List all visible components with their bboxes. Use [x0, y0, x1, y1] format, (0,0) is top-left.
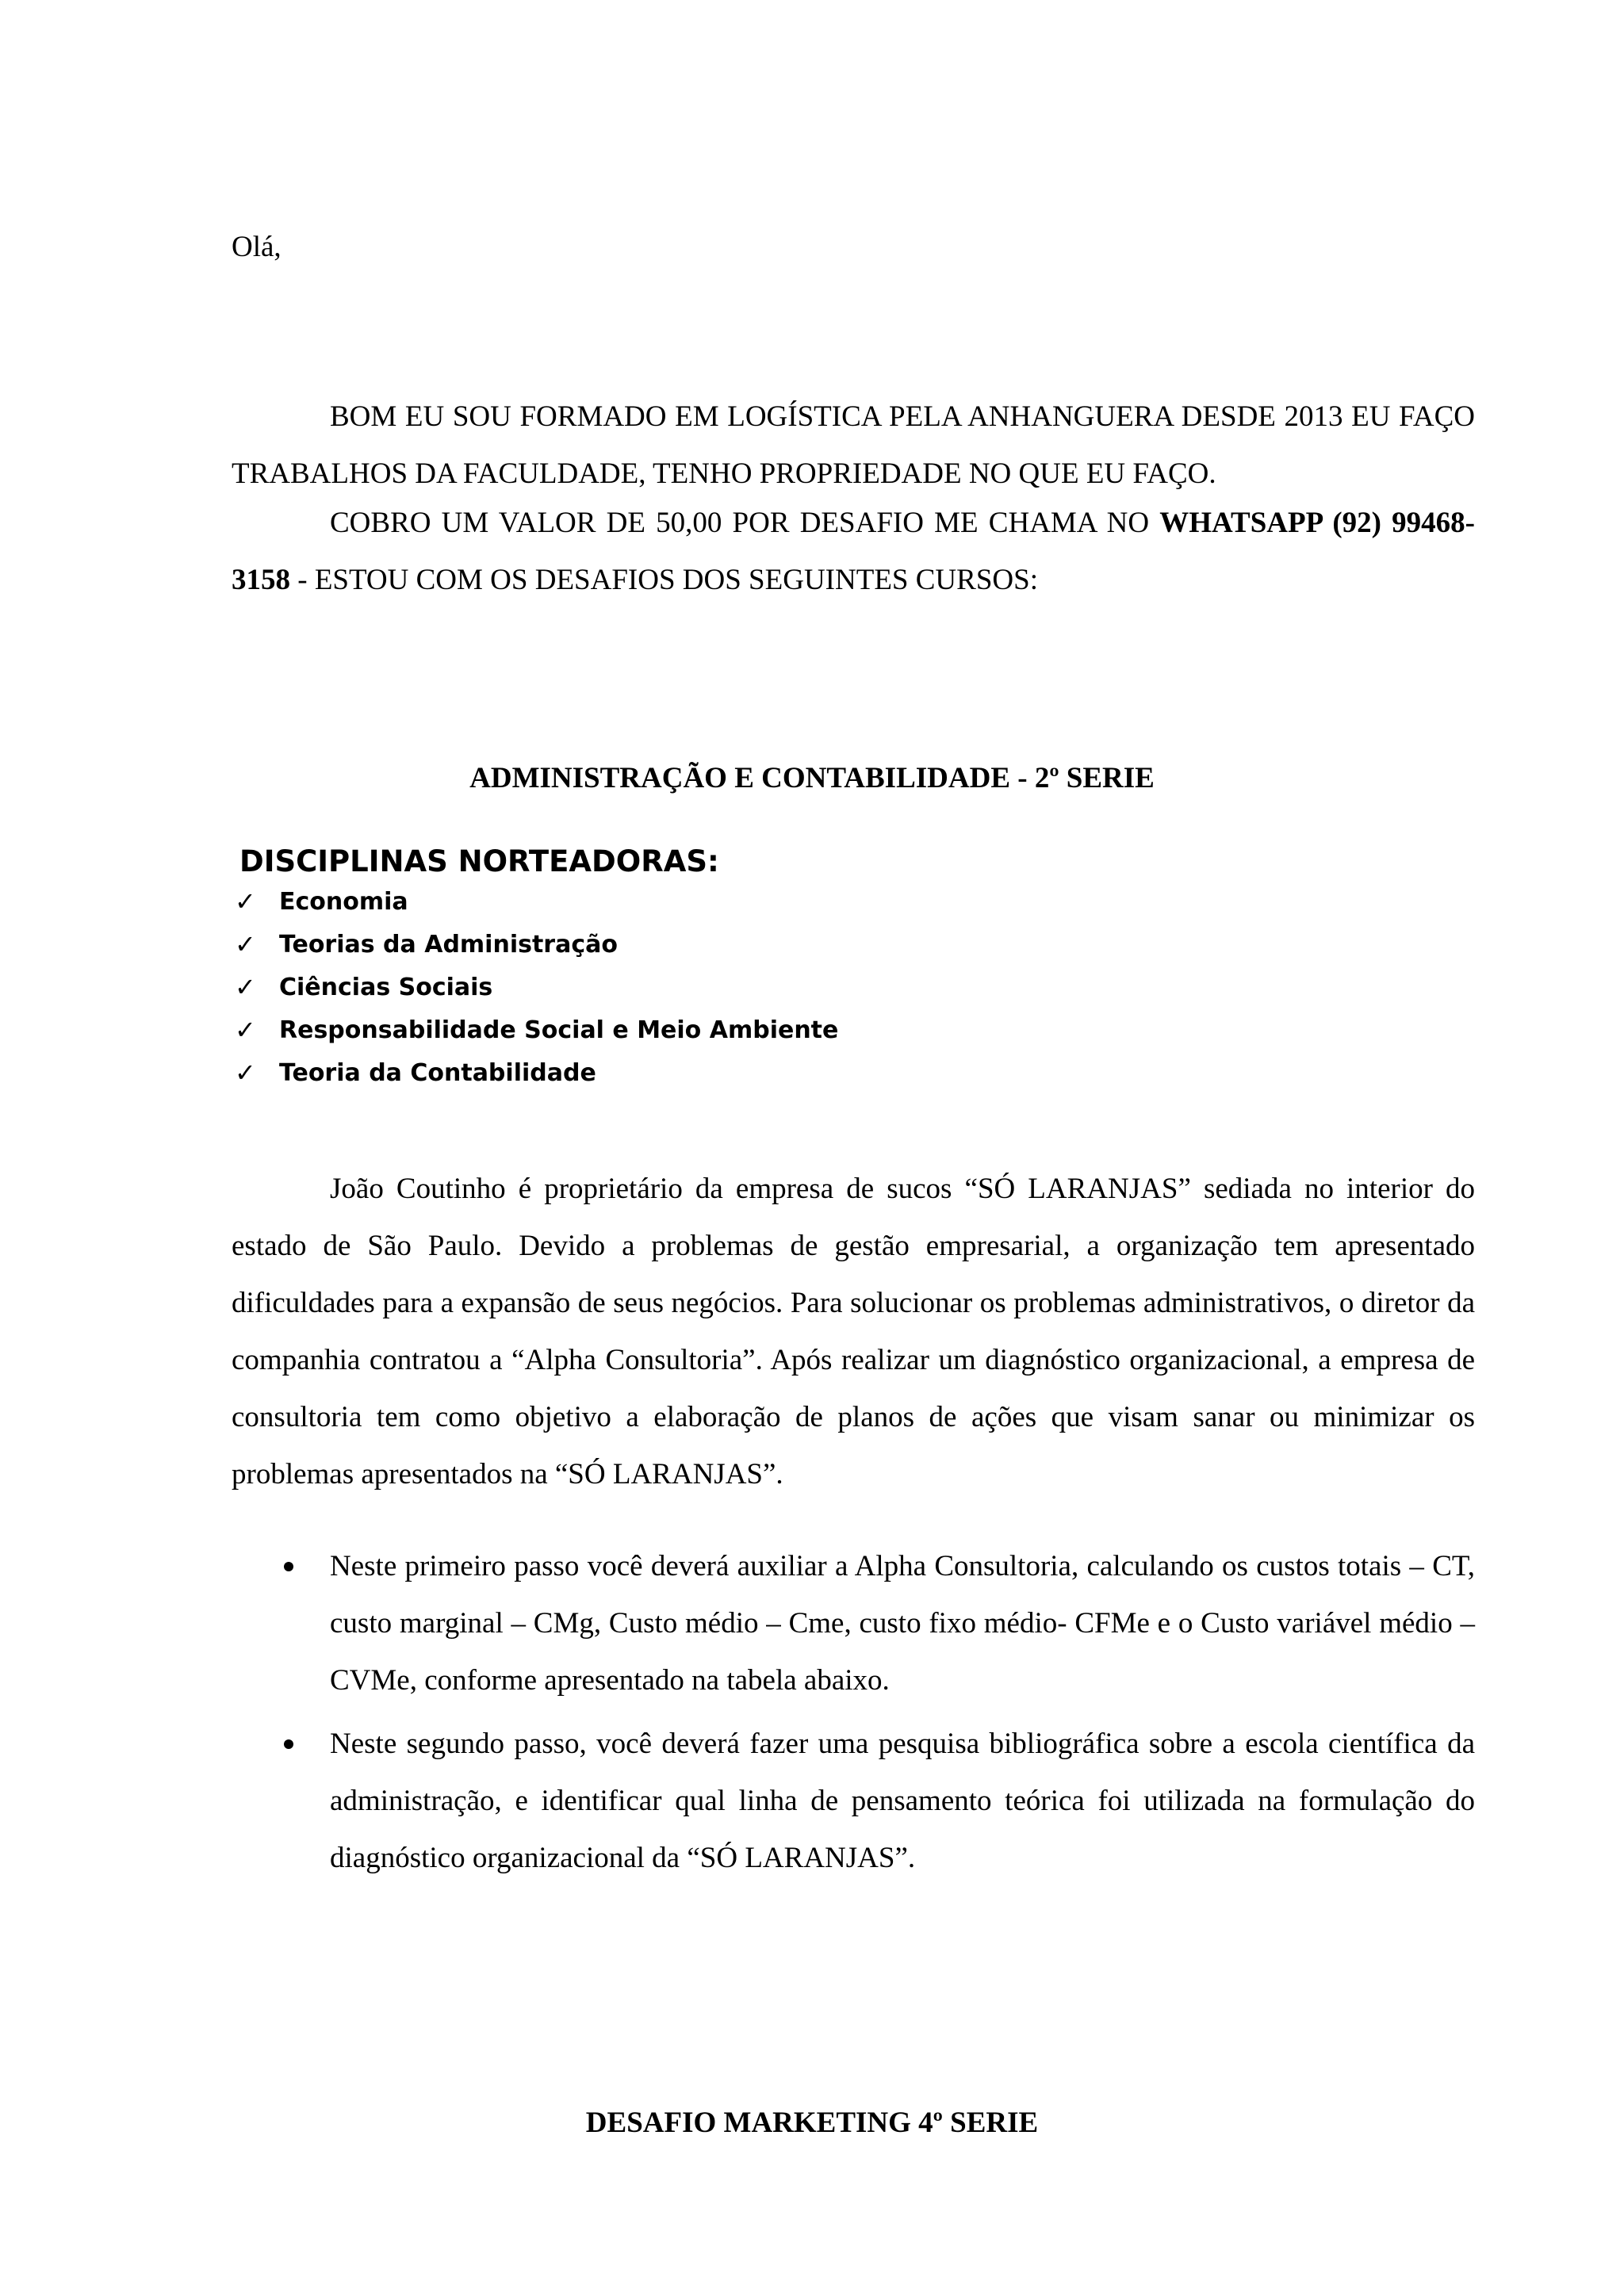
bullet-icon: [284, 1562, 293, 1571]
disciplines-title: DISCIPLINAS NORTEADORAS:: [239, 844, 719, 878]
discipline-label: Ciências Sociais: [279, 973, 493, 1001]
intro-paragraph-2: [232, 495, 1475, 609]
bullet-icon: [284, 1739, 293, 1749]
intro-paragraph-1: BOM EU SOU FORMADO EM LOGÍSTICA PELA ANHANGUERA DESDE 2013 EU FAÇO TRABALHOS DA FACULDADE, TENHO PROPRIEDADE NO QUE EU FAÇO.: [232, 400, 1475, 490]
discipline-label: Responsabilidade Social e Meio Ambiente: [279, 1016, 839, 1044]
intro-price-text: COBRO UM VALOR DE 50,00 POR DESAFIO ME CHAMA NO: [330, 507, 1160, 539]
discipline-label: Teoria da Contabilidade: [279, 1058, 596, 1087]
checkmark-icon: ✓: [235, 972, 256, 1002]
discipline-label: Teorias da Administração: [279, 930, 618, 959]
disciplines-list: [235, 880, 838, 1094]
step-text: Neste segundo passo, você deverá fazer uma pesquisa bibliográfica sobre a escola científica da administração, e identificar qual linha de pensamento teórica foi utilizada na formulação do diagnóstico organizacional da “SÓ LARANJAS”.: [330, 1728, 1475, 1874]
discipline-label: Economia: [279, 887, 408, 916]
checkmark-icon: ✓: [235, 1058, 256, 1088]
section-heading-administracao: ADMINISTRAÇÃO E CONTABILIDADE - 2º SERIE: [469, 762, 1155, 794]
greeting: Olá,: [232, 231, 282, 263]
discipline-item: [235, 1008, 838, 1051]
whatsapp-contact: WHATSAPP (92) 99468-3158: [232, 507, 1475, 596]
checkmark-icon: ✓: [235, 929, 256, 959]
discipline-item: [235, 966, 838, 1008]
checkmark-icon: ✓: [235, 1015, 256, 1045]
checkmark-icon: ✓: [235, 886, 256, 916]
discipline-item: [235, 880, 838, 923]
step-text: Neste primeiro passo você deverá auxiliar a Alpha Consultoria, calculando os custos totais – CT, custo marginal – CMg, Custo médio – Cme, custo fixo médio- CFMe e o Custo variável médio – CVMe, conforme apresentado na tabela abaixo.: [330, 1550, 1475, 1697]
case-paragraph: João Coutinho é proprietário da empresa de sucos “SÓ LARANJAS” sediada no interior do estado de São Paulo. Devido a problemas de gestão empresarial, a organização tem apresentado dificuldades para a expansão de seus negócios. Para solucionar os problemas administrativos, o diretor da companhia contratou a “Alpha Consultoria”. Após realizar um diagnóstico organizacional, a empresa de consultoria tem como objetivo a elaboração de planos de ações que visam sanar ou minimizar os problemas apresentados na “SÓ LARANJAS”.: [232, 1173, 1475, 1490]
steps-list: [232, 1538, 1475, 1893]
step-item: [232, 1538, 1475, 1709]
discipline-item: [235, 923, 838, 966]
discipline-item: [235, 1051, 838, 1094]
intro-courses-text: - ESTOU COM OS DESAFIOS DOS SEGUINTES CURSOS:: [290, 564, 1038, 596]
step-item: [232, 1716, 1475, 1887]
section-heading-marketing: DESAFIO MARKETING 4º SERIE: [585, 2107, 1039, 2139]
